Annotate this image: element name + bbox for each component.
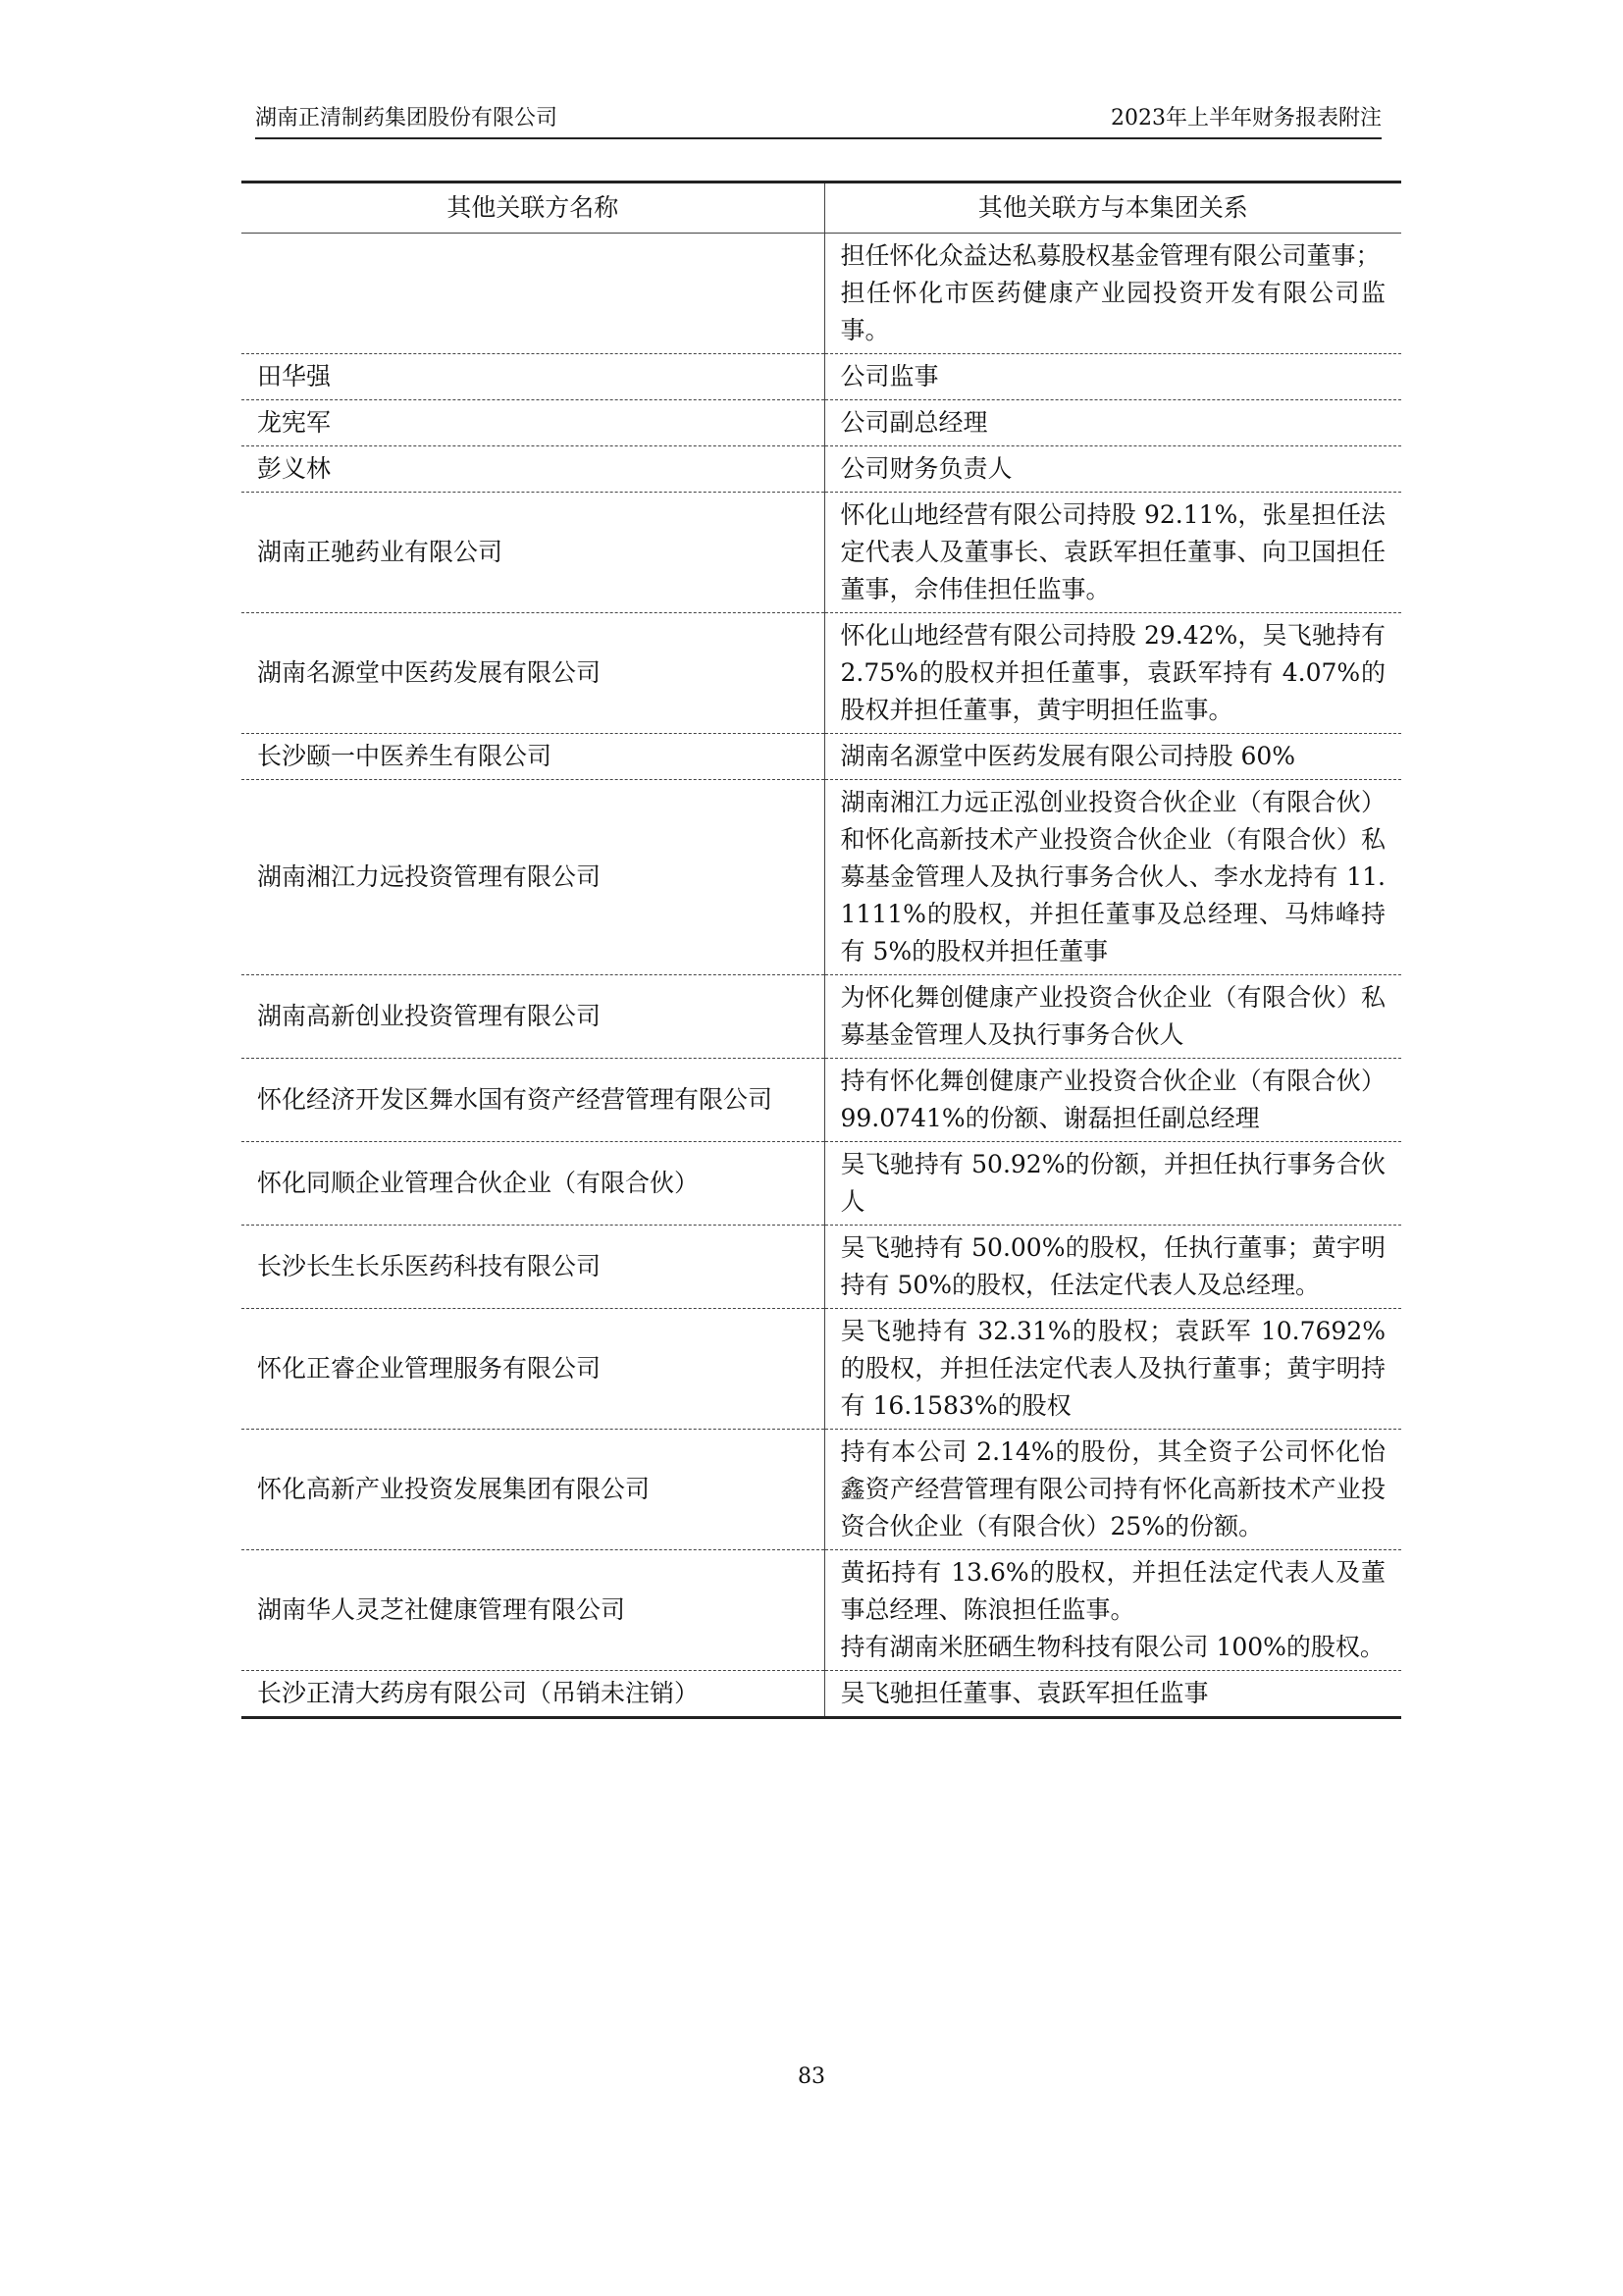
related-party-relation	[824, 446, 1401, 493]
related-party-name: 长沙颐一中医养生有限公司	[241, 734, 824, 780]
related-party-relation	[824, 780, 1401, 975]
relation-line: 吴飞驰持有 50.00%的股权，任执行董事；黄宇明持有 50%的股权，任法定代表人及总经理。	[840, 1233, 1386, 1299]
relation-line: 吴飞驰担任董事、袁跃军担任监事	[840, 1679, 1209, 1707]
relation-line: 黄拓持有 13.6%的股权，并担任法定代表人及董事总经理、陈浪担任监事。	[840, 1558, 1386, 1624]
relation-line: 怀化山地经营有限公司持股 29.42%，吴飞驰持有 2.75%的股权并担任董事，袁跃军持有 4.07%的股权并担任董事，黄宇明担任监事。	[840, 621, 1386, 724]
related-party-name: 湖南湘江力远投资管理有限公司	[241, 780, 824, 975]
table-row	[241, 1550, 1401, 1671]
relation-line: 吴飞驰持有 32.31%的股权；袁跃军 10.7692%的股权，并担任法定代表人及执行董事；黄宇明持有 16.1583%的股权	[840, 1317, 1386, 1420]
related-parties-table-wrapper	[241, 181, 1401, 1719]
related-party-relation	[824, 1550, 1401, 1671]
relation-line: 吴飞驰持有 50.92%的份额，并担任执行事务合伙人	[840, 1150, 1386, 1216]
column-header-name: 其他关联方名称	[241, 183, 824, 234]
column-header-relation: 其他关联方与本集团关系	[824, 183, 1401, 234]
related-party-name: 怀化同顺企业管理合伙企业（有限合伙）	[241, 1142, 824, 1226]
related-party-relation	[824, 1430, 1401, 1550]
related-party-name: 湖南华人灵芝社健康管理有限公司	[241, 1550, 824, 1671]
report-title: 2023年上半年财务报表附注	[1111, 106, 1382, 130]
related-party-name: 怀化经济开发区舞水国有资产经营管理有限公司	[241, 1059, 824, 1142]
related-party-name: 湖南正驰药业有限公司	[241, 493, 824, 613]
relation-line: 持有湖南米胚硒生物科技有限公司 100%的股权。	[840, 1633, 1385, 1661]
table-row	[241, 1671, 1401, 1718]
table-row	[241, 1226, 1401, 1309]
relation-line: 为怀化舞创健康产业投资合伙企业（有限合伙）私募基金管理人及执行事务合伙人	[840, 983, 1386, 1049]
table-row	[241, 975, 1401, 1059]
related-party-relation	[824, 493, 1401, 613]
related-party-name: 湖南名源堂中医药发展有限公司	[241, 613, 824, 734]
related-party-name: 彭义林	[241, 446, 824, 493]
relation-line: 湖南湘江力远正泓创业投资合伙企业（有限合伙）和怀化高新技术产业投资合伙企业（有限合伙）私募基金管理人及执行事务合伙人、李水龙持有 11.1111%的股权，并担任董事及总经理、马炜峰持有 5%的股权并担任董事	[840, 788, 1386, 965]
company-name: 湖南正清制药集团股份有限公司	[255, 106, 558, 130]
related-party-relation	[824, 734, 1401, 780]
related-party-relation	[824, 975, 1401, 1059]
relation-line: 公司副总经理	[840, 408, 988, 437]
relation-line: 公司监事	[840, 362, 939, 391]
table-row	[241, 1430, 1401, 1550]
related-party-name: 长沙长生长乐医药科技有限公司	[241, 1226, 824, 1309]
table-row	[241, 1059, 1401, 1142]
related-party-relation	[824, 234, 1401, 354]
table-row	[241, 1309, 1401, 1430]
related-party-name: 长沙正清大药房有限公司（吊销未注销）	[241, 1671, 824, 1718]
table-row	[241, 613, 1401, 734]
table-row	[241, 780, 1401, 975]
related-party-name: 田华强	[241, 354, 824, 400]
related-party-name: 龙宪军	[241, 400, 824, 446]
table-body	[241, 234, 1401, 1718]
page-header	[255, 98, 1382, 139]
related-parties-table	[241, 181, 1401, 1719]
related-party-relation	[824, 1059, 1401, 1142]
relation-line: 怀化山地经营有限公司持股 92.11%，张星担任法定代表人及董事长、袁跃军担任董事、向卫国担任董事，佘伟佳担任监事。	[840, 500, 1386, 603]
related-party-name	[241, 234, 824, 354]
table-header-row	[241, 183, 1401, 234]
relation-line: 担任怀化市医药健康产业园投资开发有限公司监事。	[840, 279, 1386, 344]
page-number: 83	[798, 2064, 825, 2089]
table-row	[241, 354, 1401, 400]
related-party-name: 湖南高新创业投资管理有限公司	[241, 975, 824, 1059]
table-row	[241, 400, 1401, 446]
related-party-relation	[824, 400, 1401, 446]
table-row	[241, 493, 1401, 613]
relation-line: 持有本公司 2.14%的股份，其全资子公司怀化怡鑫资产经营管理有限公司持有怀化高新技术产业投资合伙企业（有限合伙）25%的份额。	[840, 1437, 1386, 1540]
related-party-name: 怀化正睿企业管理服务有限公司	[241, 1309, 824, 1430]
relation-line: 公司财务负责人	[840, 454, 1013, 483]
related-party-relation	[824, 354, 1401, 400]
related-party-relation	[824, 1671, 1401, 1718]
related-party-relation	[824, 1142, 1401, 1226]
relation-line: 持有怀化舞创健康产业投资合伙企业（有限合伙）99.0741%的份额、谢磊担任副总经理	[840, 1067, 1386, 1132]
table-row	[241, 734, 1401, 780]
relation-line: 担任怀化众益达私募股权基金管理有限公司董事；	[840, 241, 1381, 270]
table-row	[241, 1142, 1401, 1226]
related-party-relation	[824, 1309, 1401, 1430]
table-row	[241, 446, 1401, 493]
relation-line: 湖南名源堂中医药发展有限公司持股 60%	[840, 742, 1296, 770]
related-party-relation	[824, 613, 1401, 734]
related-party-name: 怀化高新产业投资发展集团有限公司	[241, 1430, 824, 1550]
table-row	[241, 234, 1401, 354]
related-party-relation	[824, 1226, 1401, 1309]
